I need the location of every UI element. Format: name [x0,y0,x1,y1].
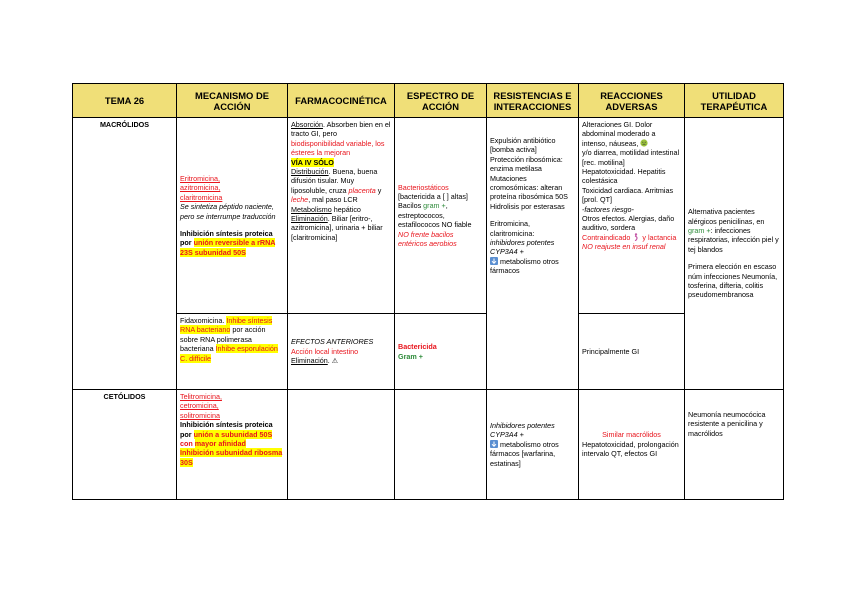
header-tema: TEMA 26 [73,84,177,118]
macrolidos-row-2 [73,314,784,390]
fidaxomicina-text: Fidaxomicina. Inhibe síntesis RNA bacteriano por acción sobre RNA polimerasa bacteriana Inhibe esporulación C. difficile [180,316,278,363]
bacilos-text: Bacilos gram +, estreptococos, estafilococos NO fiable [398,201,472,230]
cetolidos-farmacocinetica [288,390,395,500]
fidaxomicina-mecanismo [177,314,288,390]
reac-hepato: Hepatotoxicidad. Hepatitis colestásica [582,167,666,186]
header-reacciones: REACCIONES ADVERSAS [579,84,685,118]
cetolidos-30s: Inhibición subunidad ribosma 30S [180,448,283,467]
header-espectro: ESPECTRO DE ACCIÓN [395,84,487,118]
header-mecanismo: MECANISMO DE ACCIÓN [177,84,288,118]
reac-otros: Otros efectos. Alergias, daño auditivo, sordera [582,214,675,233]
via-iv: VÍA IV SÓLO [291,157,334,167]
bactericida: Bactericida [398,342,437,352]
cetolidos-reac-text: Hepatotoxicidad, prolongación intervalo QT, efectos GI [582,439,679,459]
fidaxomicina-espectro [395,314,487,390]
arrow-down-icon [490,440,498,448]
macrolidos-row-1 [73,118,784,314]
drug-name: solitromicina [180,410,220,420]
util-alternativa: Alternativa pacientes alérgicos penicilinas, en gram +: infecciones respiratorias, infección piel y tej blandos [688,207,779,254]
drug-name: azitromicina, [180,183,221,193]
mechanism-inhibition: Inhibición síntesis proteica por unión reversible a rRNA 23S subunidad 50S [180,228,276,257]
mechanism-note: Se sintetiza péptido naciente, pero se interrumpe traducción [180,202,276,221]
resist-drugs: Eritromicina, claritromicina: [490,219,535,238]
reac-factores: -factores riesgo- [582,204,634,214]
reac-diarrea: y/o diarrea, motilidad intestinal [rec. motilina] [582,148,680,167]
macrolidos-farmacocinetica [288,118,395,314]
reac-cardiaca: Toxicidad cardiaca. Arritmias [prol. QT] [582,185,674,205]
util-primera-eleccion: Primera elección en escaso núm infecciones Neumonía, tosferina, difteria, colitis pseudomembranosa [688,262,778,300]
drug-table [72,83,784,500]
macrolidos-utilidad [685,118,784,390]
cetolidos-mecanismo [177,390,288,500]
header-row [73,84,784,118]
similar-macrolidos: Similar macrólidos [602,430,661,440]
macrolidos-resistencias [487,118,579,390]
resist-hidrolisis: Hidrolisis por esterasas [490,201,565,211]
efectos-anteriores: EFECTOS ANTERIORES [291,337,374,347]
face-icon [640,139,648,147]
bacteriostaticos: Bacteriostáticos [398,182,449,192]
resist-metabolismo: metabolismo otros fármacos [490,256,559,276]
cetolidos-utilidad: Neumonía neumocócica resistente a penicilina y macrólidos [685,390,784,500]
gram-plus: Gram + [398,351,423,361]
macrolidos-mecanismo [177,118,288,314]
cetolidos-resistencias [487,390,579,500]
absorcion-text: Absorción. Absorben bien en el tracto GI, pero biodisponibilidad variable, los ésteres la mejoran [291,120,391,158]
resist-mutaciones: Mutaciones cromosómicas: alteran proteína ribosómica 50S [490,173,568,202]
no-frente-text: NO frente bacilos entéricos aerobios [398,229,457,249]
header-farmacocinetica: FARMACOCINÉTICA [288,84,395,118]
fidaxomicina-reacciones: Principalmente GI [579,314,685,390]
macrolidos-reacciones [579,118,685,314]
fidaxomicina-farmacocinetica [288,314,395,390]
cetolidos-inhibidores: Inhibidores potentes CYP3A4 + [490,420,555,440]
arrow-down-icon [490,257,498,265]
reac-gi: Alteraciones GI. Dolor abdominal moderado a intenso, náuseas, [582,120,656,148]
macrolidos-espectro [395,118,487,314]
cetolidos-row [73,390,784,500]
cetolidos-espectro [395,390,487,500]
resist-inhibidores: inhibidores potentes CYP3A4 + [490,238,555,257]
drug-name: cetromicina, [180,401,219,411]
resist-proteccion: Protección ribosómica: enzima metilasa [490,154,563,174]
row-label-cetolidos: CETÓLIDOS [73,390,177,500]
row-label-macrolidos: MACRÓLIDOS [73,118,177,390]
fidax-eliminacion: Eliminación. ⚠ [291,356,339,366]
reac-renal: NO reajuste en insuf renal [582,242,666,252]
distribucion-text: Distribución. Buena, buena difusión tisular. Muy liposoluble, cruza placenta y leche, mal paso LCR [291,167,382,205]
header-resistencias: RESISTENCIAS E INTERACCIONES [487,84,579,118]
header-utilidad: UTILIDAD TERAPÉUTICA [685,84,784,118]
bactericida-note: [bactericida a [ ] altas] [398,191,468,201]
cetolidos-inhibition: Inhibición síntesis proteica por unión a subunidad 50S con mayor afinidad [180,420,273,449]
cetolidos-reacciones [579,390,685,500]
drug-name: Eritromicina, [180,173,220,183]
drug-name: claritromicina [180,192,223,202]
cetolidos-metabolismo: metabolismo otros fármacos [warfarina, estatinas] [490,439,559,468]
reac-contraindicado: Contraindicado y lactancia [582,232,677,242]
drug-name: Telitromicina, [180,392,222,401]
eliminacion-text: Eliminación. Biliar [eritro-, azitromicina], urinaria + biliar [claritromicina] [291,214,383,242]
resist-expulsion: Expulsión antibiótico [bomba activa] [490,136,556,155]
metabolismo-text: Metabolismo hepático [291,204,361,214]
accion-local: Acción local intestino [291,346,359,356]
